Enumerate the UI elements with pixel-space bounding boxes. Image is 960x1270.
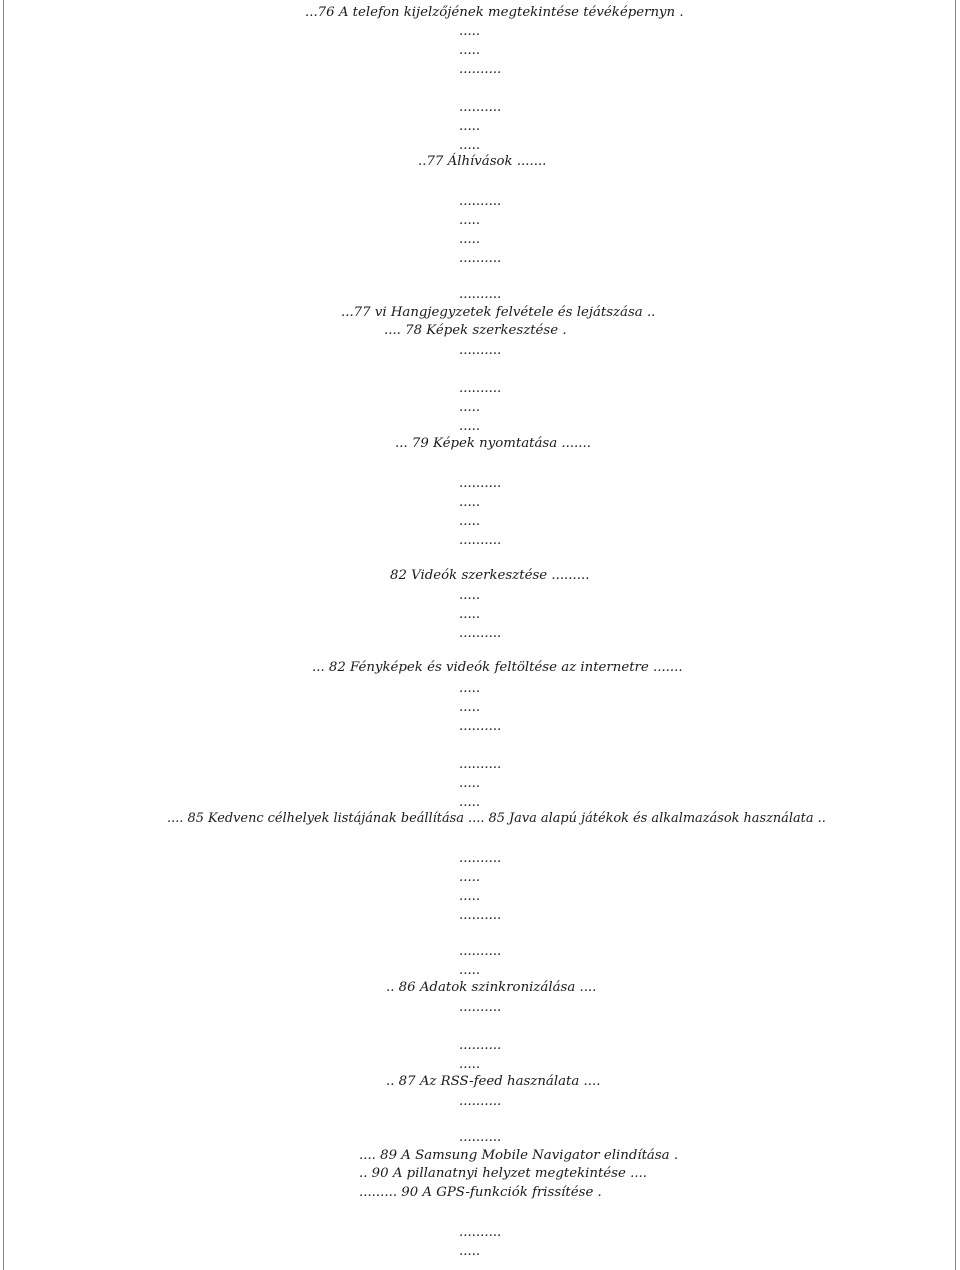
leader-dots: ..........	[459, 626, 502, 641]
leader-dots: .....	[459, 419, 481, 434]
toc-entry: .. 87 Az RSS-feed használata ....	[386, 1074, 601, 1089]
leader-dots: .....	[459, 700, 481, 715]
leader-dots: ..........	[459, 851, 502, 866]
leader-dots: .....	[459, 400, 481, 415]
toc-entry: ......... 90 A GPS-funkciók frissítése .	[359, 1185, 602, 1200]
leader-dots: ..........	[459, 1225, 502, 1240]
leader-dots: ..........	[459, 1000, 502, 1015]
toc-entry: ...76 A telefon kijelzőjének megtekintése tévéképernyn .	[305, 5, 684, 20]
toc-entry: .... 89 A Samsung Mobile Navigator elindítása .	[359, 1148, 679, 1163]
leader-dots: ..........	[459, 1130, 502, 1145]
leader-dots: .....	[459, 681, 481, 696]
leader-dots: .....	[459, 588, 481, 603]
leader-dots: ..........	[459, 194, 502, 209]
toc-entry: .. 86 Adatok szinkronizálása ....	[386, 980, 597, 995]
leader-dots: .....	[459, 495, 481, 510]
leader-dots: ..........	[459, 343, 502, 358]
toc-entry: ... 82 Fényképek és videók feltöltése az internetre .......	[312, 660, 683, 675]
toc-entry: .... 78 Képek szerkesztése .	[384, 323, 567, 338]
leader-dots: .....	[459, 232, 481, 247]
leader-dots: .....	[459, 43, 481, 58]
leader-dots: .....	[459, 24, 481, 39]
toc-entry: .. 90 A pillanatnyi helyzet megtekintése ....	[359, 1166, 647, 1181]
leader-dots: ..........	[459, 944, 502, 959]
leader-dots: .....	[459, 213, 481, 228]
leader-dots: .....	[459, 514, 481, 529]
leader-dots: ..........	[459, 100, 502, 115]
leader-dots: .....	[459, 889, 481, 904]
leader-dots: ..........	[459, 476, 502, 491]
toc-entry: .... 85 Kedvenc célhelyek listájának beállítása .... 85 Java alapú játékok és alkalmazások használata ..	[167, 811, 826, 826]
leader-dots: ..........	[459, 1094, 502, 1109]
leader-dots: ..........	[459, 251, 502, 266]
leader-dots: ..........	[459, 533, 502, 548]
toc-entry: 82 Videók szerkesztése .........	[390, 568, 590, 583]
leader-dots: ..........	[459, 1038, 502, 1053]
leader-dots: ..........	[459, 719, 502, 734]
leader-dots: ..........	[459, 757, 502, 772]
leader-dots: .....	[459, 119, 481, 134]
leader-dots: .....	[459, 963, 481, 978]
leader-dots: ..........	[459, 908, 502, 923]
leader-dots: .....	[459, 870, 481, 885]
toc-entry: ...77 vi Hangjegyzetek felvétele és lejátszása ..	[341, 305, 656, 320]
leader-dots: ..........	[459, 381, 502, 396]
leader-dots: ..........	[459, 62, 502, 77]
leader-dots: ..........	[459, 287, 502, 302]
leader-dots: .....	[459, 1244, 481, 1259]
leader-dots: .....	[459, 138, 481, 153]
leader-dots: .....	[459, 776, 481, 791]
leader-dots: .....	[459, 607, 481, 622]
leader-dots: .....	[459, 795, 481, 810]
toc-entry: ..77 Álhívások .......	[418, 154, 547, 169]
page-left-border	[3, 0, 4, 1270]
page-right-border	[955, 0, 956, 1270]
leader-dots: .....	[459, 1057, 481, 1072]
toc-entry: ... 79 Képek nyomtatása .......	[395, 436, 591, 451]
